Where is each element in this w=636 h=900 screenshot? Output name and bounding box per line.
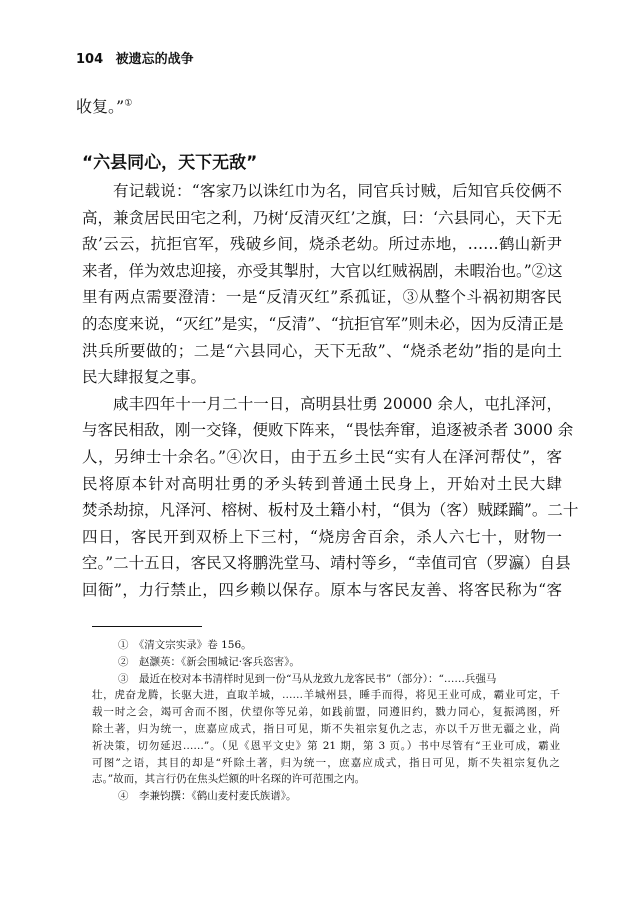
footnote-mark: ③ [118, 672, 129, 685]
body-text [82, 178, 579, 604]
page-number: 104 [76, 52, 104, 67]
paragraph [82, 391, 579, 604]
footnote-line: 载一时之会，竭可舍而不图，伏望你等兄弟，如践前盟，同遵旧约，戮力同心，复振鸿图，歼 [92, 706, 560, 719]
text-line: 洪兵所要做的；二是“六县同心，天下无敌”、“烧杀老幼”指的是向土 [82, 341, 562, 360]
footnote-line: ① 《清文宗实录》卷 156。 [118, 639, 252, 651]
continuation-text [76, 94, 132, 117]
footnote [92, 671, 560, 789]
text-line: 里有两点需要澄清：一是“反清灭红”系孤证，③从整个斗祸初期客民 [82, 288, 562, 307]
text-line: 民将原本针对高明壮勇的矛头转到普通土民身上，开始对土民大肆 [82, 474, 562, 493]
text-line: 焚杀劫掠，凡泽河、榕树、板村及土籍小村，“俱为（客）贼蹂躏”。二十 [82, 501, 579, 520]
text-line: 与客民相敌，刚一交锋，便败下阵来，“畏怯奔窜，追逐被杀者 3000 余 [82, 421, 574, 440]
footnote-mark: ② [118, 655, 129, 668]
footnote-mark: ① [118, 639, 129, 651]
running-header [76, 48, 194, 67]
continuation-line: 收复。” [76, 97, 125, 116]
book-title: 被遗忘的战争 [115, 52, 194, 67]
footnote [92, 637, 560, 654]
text-line: 民大肆报复之事。 [82, 368, 207, 387]
text-line: 人，另绅士十余名。”④次日，由于五乡土民“实有人在泽河帮仗”，客 [82, 447, 562, 466]
footnote-line: 祈决策，切勿延迟……”。（见《恩平文史》第 21 期，第 3 页。）书中尽管有“王业可成，霸业 [92, 739, 560, 752]
footnote-line: ③ 最近在校对本书清样时见到一份“马从龙致九龙客民书”（部分）：“……兵强马 [118, 672, 497, 685]
footnote-line: 除土著，归为统一，庶嘉应成式，指日可见，斯不失祖宗复仇之志，亦以千万世无疆之业，尚 [92, 722, 560, 735]
footnote [92, 788, 560, 805]
text-line: 回衙”，力行禁止，四乡赖以保存。原本与客民友善、将客民称为“客 [82, 580, 562, 599]
paragraph [82, 178, 562, 391]
footnote-ref: ① [124, 98, 133, 109]
text-line: 来者，佯为效忠迎接，亦受其掣肘，大官以红贼祸剧，未暇治也。”②这 [82, 261, 563, 280]
text-line: 敌’云云，抗拒官军，残破乡间，烧杀老幼。所过赤地，……鹤山新尹 [82, 235, 562, 254]
section-heading: “六县同心，天下无敌” [82, 153, 258, 173]
footnote-line: 志。”故而，其言行仍在焦头烂额的叶名琛的许可范围之内。 [92, 773, 366, 786]
text-line: 空。”二十五日，客民又将鹏洗堂马、靖村等乡，“幸值司官（罗瀛）自县 [82, 554, 571, 573]
footnote-line: ④ 李兼钧撰：《鹤山麦村麦氏族谱》。 [118, 790, 297, 803]
footnote [92, 654, 560, 671]
footnotes [92, 637, 560, 805]
footnote-line: 可图”之语，其目的却是“歼除土著，归为统一，庶嘉应成式，指日可见，斯不失祖宗复仇之 [92, 756, 560, 769]
text-line: 咸丰四年十一月二十一日，高明县壮勇 20000 余人，屯扎泽河， [113, 394, 562, 413]
footnote-divider [92, 626, 202, 627]
footnote-mark: ④ [118, 790, 129, 803]
text-line: 的态度来说，“灭红”是实，“反清”、“抗拒官军”则未必，因为反清正是 [82, 314, 564, 333]
text-line: 高，兼贪居民田宅之利，乃树‘反清灭红’之旗，曰：‘六县同心，天下无 [82, 208, 562, 227]
footnote-line: 壮，虎奋龙腾，长驱大进，直取羊城，……羊城州县，睡手而得，将见王业可成，霸业可定，千 [92, 689, 560, 702]
footnote-line: ② 赵灏英：《新会围城记·客兵恣害》。 [118, 655, 300, 668]
text-line: 有记载说：“客家乃以诛红巾为名，同官兵讨贼，后知官兵佼俩不 [113, 182, 562, 200]
text-line: 四日，客民开到双桥上下三村，“烧房舍百余，杀人六七十，财物一 [82, 527, 562, 546]
